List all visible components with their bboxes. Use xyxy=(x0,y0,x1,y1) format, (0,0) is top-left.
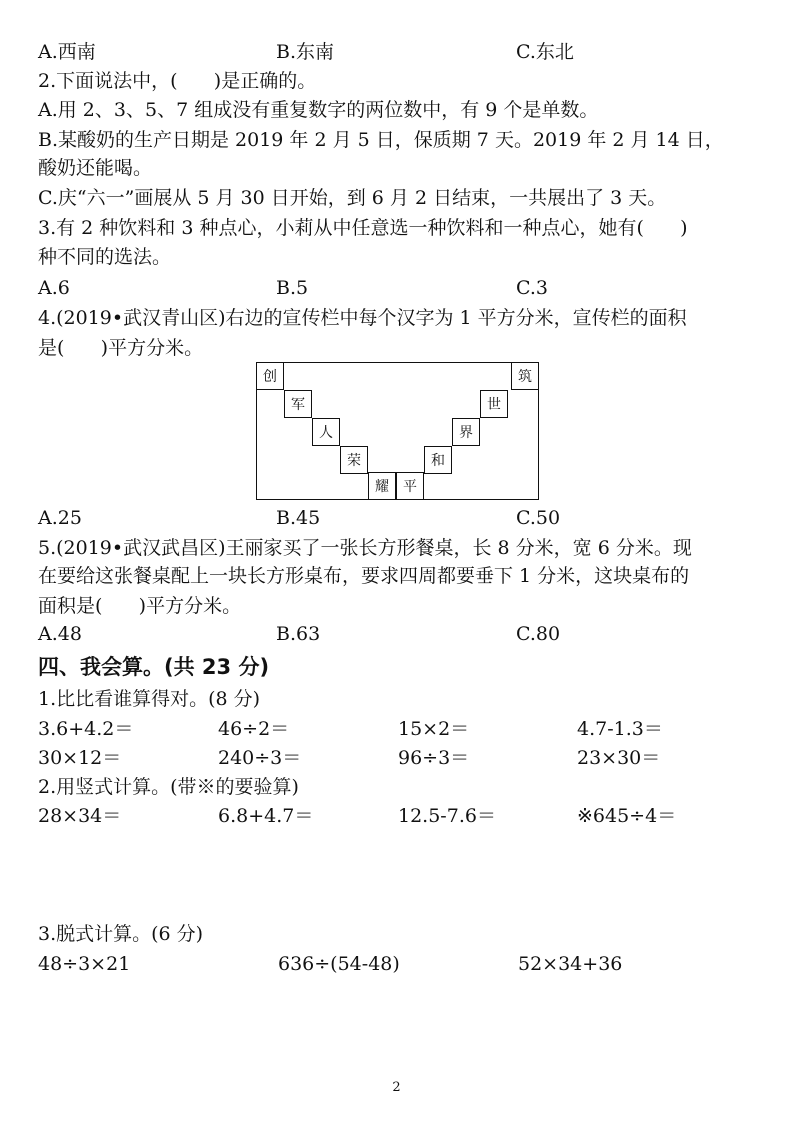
q3-option-b: B.5 xyxy=(276,277,309,299)
vertical-calc-item: 6.8+4.7＝ xyxy=(218,805,314,827)
part-1-title: 1.比比看谁算得对。(8 分) xyxy=(38,688,261,710)
stepwise-calc-item: 48÷3×21 xyxy=(38,953,131,975)
calc-item: 4.7-1.3＝ xyxy=(577,718,663,740)
q5-option-b: B.63 xyxy=(276,623,321,645)
q2-option-c: C.庆“六一”画展从 5 月 30 日开始，到 6 月 2 日结束，一共展出了 3 天。 xyxy=(38,187,667,209)
vertical-calc-item: 28×34＝ xyxy=(38,805,122,827)
char-cell: 创 xyxy=(256,362,284,390)
q4-option-a: A.25 xyxy=(38,507,82,529)
q5-stem-line2: 在要给这张餐桌配上一块长方形桌布，要求四周都要垂下 1 分米，这块桌布的 xyxy=(38,565,690,587)
char-cell: 世 xyxy=(480,390,508,418)
page-number: 2 xyxy=(392,1080,401,1095)
q5-option-a: A.48 xyxy=(38,623,82,645)
q4-stem-line2: 是( )平方分米。 xyxy=(38,337,204,359)
q2-stem: 2.下面说法中，( )是正确的。 xyxy=(38,70,317,92)
part-3-title: 3.脱式计算。(6 分) xyxy=(38,923,204,945)
q5-option-c: C.80 xyxy=(516,623,561,645)
part-2-title: 2.用竖式计算。(带※的要验算) xyxy=(38,776,299,798)
char-cell: 界 xyxy=(452,418,480,446)
q3-option-a: A.6 xyxy=(38,277,70,299)
q4-stem-line1: 4.(2019•武汉青山区)右边的宣传栏中每个汉字为 1 平方分米，宣传栏的面积 xyxy=(38,307,687,329)
q3-stem-line1: 3.有 2 种饮料和 3 种点心，小莉从中任意选一种饮料和一种点心，她有( ) xyxy=(38,217,688,239)
calc-item: 23×30＝ xyxy=(577,747,661,769)
q4-option-c: C.50 xyxy=(516,507,561,529)
q1-option-b: B.东南 xyxy=(276,41,335,63)
char-cell: 耀 xyxy=(368,472,396,500)
vertical-calc-item: ※645÷4＝ xyxy=(577,805,677,827)
stepwise-calc-item: 52×34+36 xyxy=(518,953,623,975)
q1-option-c: C.东北 xyxy=(516,41,574,63)
char-cell: 军 xyxy=(284,390,312,418)
char-cell: 筑 xyxy=(511,362,539,390)
q4-option-b: B.45 xyxy=(276,507,321,529)
q2-option-b-line1: B.某酸奶的生产日期是 2019 年 2 月 5 日，保质期 7 天。2019 年 2 月 14 日， xyxy=(38,129,724,151)
char-cell: 和 xyxy=(424,446,452,474)
vertical-calc-item: 12.5-7.6＝ xyxy=(398,805,496,827)
calc-item: 96÷3＝ xyxy=(398,747,470,769)
char-cell: 荣 xyxy=(340,446,368,474)
calc-item: 240÷3＝ xyxy=(218,747,302,769)
char-cell: 平 xyxy=(396,472,424,500)
char-cell: 人 xyxy=(312,418,340,446)
q2-option-a: A.用 2、3、5、7 组成没有重复数字的两位数中，有 9 个是单数。 xyxy=(38,99,599,121)
q5-stem-line3: 面积是( )平方分米。 xyxy=(38,595,242,617)
calc-item: 15×2＝ xyxy=(398,718,470,740)
q3-option-c: C.3 xyxy=(516,277,548,299)
q5-stem-line1: 5.(2019•武汉武昌区)王丽家买了一张长方形餐桌，长 8 分米，宽 6 分米。现 xyxy=(38,537,692,559)
q3-stem-line2: 种不同的选法。 xyxy=(38,246,172,268)
calc-item: 46÷2＝ xyxy=(218,718,290,740)
q2-option-b-line2: 酸奶还能喝。 xyxy=(38,157,153,179)
calc-item: 3.6+4.2＝ xyxy=(38,718,134,740)
calc-item: 30×12＝ xyxy=(38,747,122,769)
section-4-title: 四、我会算。(共 23 分) xyxy=(38,655,270,679)
stepwise-calc-item: 636÷(54-48) xyxy=(278,953,400,975)
q1-option-a: A.西南 xyxy=(38,41,96,63)
